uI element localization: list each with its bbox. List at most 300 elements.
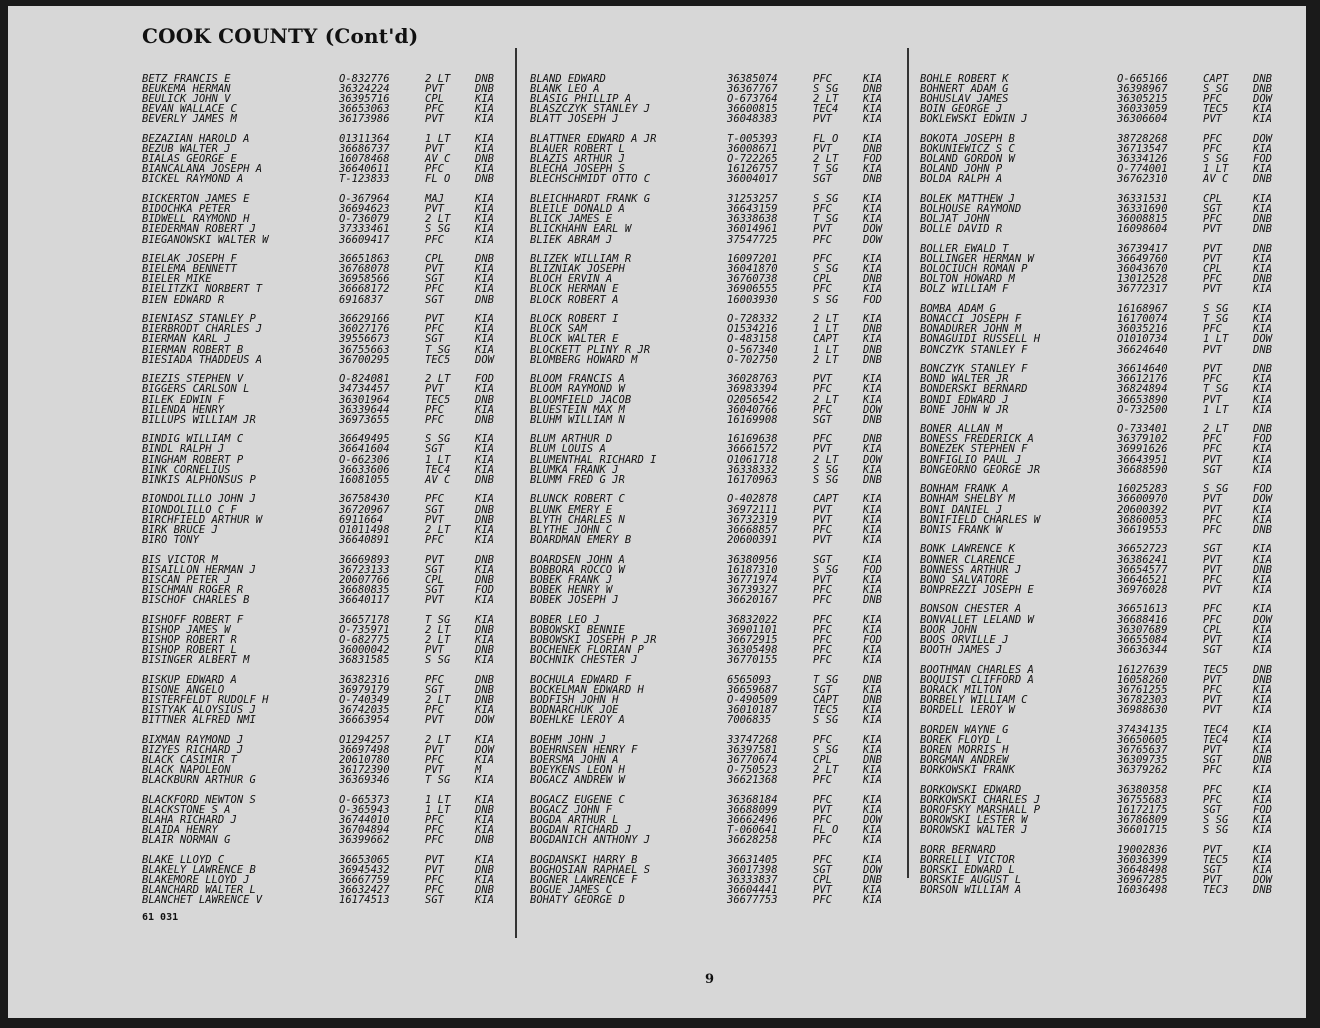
serial-number: 16170074: [1117, 313, 1168, 326]
status: DOW: [863, 863, 882, 876]
name: BINKIS ALPHONSUS P: [142, 473, 256, 486]
status: KIA: [863, 253, 882, 266]
status: DNB: [863, 753, 882, 766]
status: DNB: [1253, 83, 1272, 96]
serial-number: 36640891: [339, 533, 390, 546]
status: KIA: [1253, 703, 1272, 716]
roster-entry: [530, 224, 900, 234]
roster-column-1: [142, 74, 512, 915]
status: KIA: [475, 523, 494, 536]
status: KIA: [863, 613, 882, 626]
serial-number: 36612176: [1117, 373, 1168, 386]
name: BLAND EDWARD: [530, 73, 606, 85]
status: DNB: [1253, 273, 1272, 286]
serial-number: 36043670: [1117, 263, 1168, 276]
rank: PVT: [425, 143, 444, 156]
rank: PFC: [1203, 323, 1222, 336]
serial-number: 16169638: [727, 433, 778, 446]
name: BLEILE DONALD A: [530, 203, 625, 216]
rank: PFC: [813, 283, 832, 296]
status: DNB: [475, 623, 494, 636]
rank: PFC: [1203, 373, 1222, 386]
roster-group: [142, 494, 512, 544]
serial-number: 39556673: [339, 333, 390, 346]
name: BIELITZKI NORBERT T: [142, 283, 263, 296]
rank: PFC: [425, 673, 444, 686]
name: BLUMM FRED G JR: [530, 473, 625, 486]
name: BIEN EDWARD R: [142, 293, 225, 306]
name: BOLLER EWALD T: [920, 243, 1009, 256]
name: BORKOWSKI CHARLES J: [920, 793, 1041, 806]
rank: T SG: [813, 673, 839, 686]
serial-number: 36661572: [727, 443, 778, 456]
name: BISHOP ROBERT R: [142, 633, 237, 646]
name: BLAHA RICHARD J: [142, 813, 237, 826]
serial-number: O-673764: [727, 93, 778, 106]
name: BIESIADA THADDEUS A: [142, 353, 263, 366]
roster-group: [530, 675, 900, 725]
rank: PVT: [425, 853, 444, 866]
name: BONO SALVATORE: [920, 573, 1009, 586]
status: DNB: [475, 884, 494, 897]
rank: 1 LT: [813, 323, 839, 336]
rank: 2 LT: [813, 393, 839, 406]
name: BILLUPS WILLIAM JR: [142, 413, 256, 426]
serial-number: 6565093: [727, 673, 772, 686]
status: KIA: [1253, 203, 1272, 216]
roster-page: [8, 6, 1306, 1018]
rank: T SG: [425, 343, 451, 356]
status: KIA: [1253, 853, 1272, 866]
name: BOBOWSKI JOSEPH P JR: [530, 633, 657, 646]
name: BEULICK JOHN V: [142, 93, 231, 106]
status: DOW: [1253, 333, 1272, 346]
rank: PFC: [1203, 603, 1222, 616]
name: BICKERTON JAMES E: [142, 193, 250, 206]
rank: CAPT: [813, 493, 839, 506]
serial-number: 36041870: [727, 263, 778, 276]
serial-number: 36713547: [1117, 143, 1168, 156]
status: KIA: [475, 753, 494, 766]
rank: PFC: [1203, 513, 1222, 526]
serial-number: 36640611: [339, 163, 390, 176]
status: KIA: [475, 453, 494, 466]
name: BONER ALLAN M: [920, 423, 1003, 436]
name: BLOCK ROBERT A: [530, 293, 619, 306]
status: KIA: [863, 93, 882, 106]
status: KIA: [475, 403, 494, 416]
status: KIA: [1253, 583, 1272, 596]
status: KIA: [1253, 263, 1272, 276]
status: KIA: [1253, 693, 1272, 706]
rank: PVT: [1203, 393, 1222, 406]
rank: PFC: [425, 323, 444, 336]
rank: AV C: [1203, 173, 1229, 186]
name: BONK LAWRENCE K: [920, 543, 1015, 556]
serial-number: O-483158: [727, 333, 778, 346]
status: KIA: [475, 733, 494, 746]
status: KIA: [475, 703, 494, 716]
roster-entry: [920, 765, 1292, 775]
roster-group: [920, 74, 1292, 124]
status: KIA: [1253, 573, 1272, 586]
name: BLYTHE JOHN C: [530, 523, 613, 536]
rank: T SG: [813, 163, 839, 176]
status: FOD: [863, 563, 882, 576]
status: DNB: [1253, 213, 1272, 226]
name: BIRK BRUCE J: [142, 523, 218, 536]
serial-number: 36967285: [1117, 874, 1168, 886]
rank: PFC: [813, 853, 832, 866]
name: BORBELY WILLIAM C: [920, 693, 1028, 706]
serial-number: 36008815: [1117, 213, 1168, 226]
roster-group: [142, 254, 512, 304]
status: DNB: [1253, 663, 1272, 676]
serial-number: 36033059: [1117, 103, 1168, 116]
serial-number: 16036498: [1117, 884, 1168, 897]
name: BOOS ORVILLE J: [920, 633, 1009, 646]
serial-number: O-774001: [1117, 163, 1168, 176]
name: BOGACZ JOHN F: [530, 803, 613, 816]
rank: PFC: [425, 703, 444, 716]
status: DNB: [863, 273, 882, 286]
status: KIA: [475, 263, 494, 276]
status: KIA: [863, 793, 882, 806]
status: KIA: [475, 463, 494, 476]
serial-number: O-665373: [339, 793, 390, 806]
serial-number: 16058260: [1117, 673, 1168, 686]
name: BONI DANIEL J: [920, 503, 1003, 516]
name: BOCHNIK CHESTER J: [530, 653, 638, 666]
serial-number: O-733401: [1117, 423, 1168, 436]
status: KIA: [1253, 323, 1272, 336]
roster-group: [920, 304, 1292, 354]
status: KIA: [863, 383, 882, 396]
name: BOOTH JAMES J: [920, 643, 1003, 656]
name: BOBEK HENRY W: [530, 583, 613, 596]
rank: PFC: [813, 633, 832, 646]
rank: SGT: [1203, 203, 1222, 216]
rank: 2 LT: [425, 733, 451, 746]
status: DNB: [475, 253, 494, 266]
roster-group: [530, 134, 900, 184]
status: KIA: [475, 443, 494, 456]
serial-number: O1294257: [339, 733, 390, 746]
roster-group: [920, 544, 1292, 594]
name: BLAKE LLOYD C: [142, 853, 225, 866]
serial-number: 36385074: [727, 73, 778, 85]
serial-number: O-367964: [339, 193, 390, 206]
status: KIA: [863, 583, 882, 596]
name: BISHOFF ROBERT F: [142, 613, 244, 626]
status: KIA: [1253, 403, 1272, 416]
name: BEVERLY JAMES M: [142, 113, 237, 126]
rank: PVT: [425, 763, 444, 776]
rank: SGT: [813, 173, 832, 186]
rank: 2 LT: [425, 693, 451, 706]
serial-number: 36600970: [1117, 493, 1168, 506]
status: DNB: [1253, 343, 1272, 356]
rank: PVT: [1203, 283, 1222, 296]
name: BOGDAN RICHARD J: [530, 824, 632, 837]
rank: S SG: [813, 293, 839, 306]
status: KIA: [475, 563, 494, 576]
roster-entry: [920, 525, 1292, 535]
serial-number: 36633606: [339, 463, 390, 476]
status: KIA: [863, 653, 882, 666]
name: BOKUNIEWICZ S C: [920, 143, 1015, 156]
status: KIA: [863, 203, 882, 216]
roster-group: [142, 735, 512, 785]
rank: 1 LT: [425, 133, 451, 146]
status: KIA: [1253, 733, 1272, 746]
name: BLOOMFIELD JACOB: [530, 393, 632, 406]
rank: PVT: [1203, 553, 1222, 566]
name: BONDI EDWARD J: [920, 393, 1009, 406]
name: BIXMAN RAYMOND J: [142, 733, 244, 746]
status: KIA: [475, 93, 494, 106]
rank: PFC: [813, 733, 832, 746]
roster-entry: [920, 114, 1292, 124]
roster-entry: [920, 345, 1292, 355]
rank: PFC: [1203, 683, 1222, 696]
name: BONFIGLIO PAUL J: [920, 453, 1022, 466]
serial-number: 36628258: [727, 834, 778, 847]
name: BIDWELL RAYMOND H: [142, 213, 250, 226]
rank: PVT: [1203, 583, 1222, 596]
name: BOHNERT ADAM G: [920, 83, 1009, 96]
status: KIA: [863, 113, 882, 126]
serial-number: 36333837: [727, 874, 778, 886]
serial-number: 16170963: [727, 473, 778, 486]
rank: PFC: [813, 894, 832, 907]
roster-group: [142, 434, 512, 484]
name: BLUNK EMERY E: [530, 503, 613, 516]
rank: SGT: [425, 333, 444, 346]
rank: PVT: [1203, 503, 1222, 516]
rank: PFC: [1203, 433, 1222, 446]
serial-number: 36649495: [339, 433, 390, 446]
status: DNB: [863, 593, 882, 606]
rank: TEC4: [1203, 723, 1229, 736]
rank: PVT: [813, 373, 832, 386]
status: KIA: [1253, 163, 1272, 176]
rank: PVT: [1203, 843, 1222, 856]
serial-number: 36305215: [1117, 93, 1168, 106]
name: BIGGERS CARLSON L: [142, 383, 250, 396]
rank: PFC: [1203, 133, 1222, 146]
status: DNB: [863, 173, 882, 186]
status: DNB: [475, 643, 494, 656]
status: KIA: [863, 894, 882, 907]
roster-group: [920, 785, 1292, 835]
serial-number: 36331531: [1117, 193, 1168, 206]
rank: S SG: [1203, 483, 1229, 496]
rank: FL O: [813, 133, 839, 146]
name: BOKLEWSKI EDWIN J: [920, 113, 1028, 126]
serial-number: 36643951: [1117, 453, 1168, 466]
serial-number: T-060641: [727, 824, 778, 837]
name: BOBEK JOSEPH J: [530, 593, 619, 606]
name: BISHOP ROBERT L: [142, 643, 237, 656]
rank: PFC: [813, 653, 832, 666]
serial-number: 36694623: [339, 203, 390, 216]
status: KIA: [863, 803, 882, 816]
roster-group: [530, 254, 900, 304]
rank: S SG: [813, 743, 839, 756]
status: KIA: [1253, 824, 1272, 837]
serial-number: O-736079: [339, 213, 390, 226]
serial-number: 36677753: [727, 894, 778, 907]
serial-number: 33747268: [727, 733, 778, 746]
rank: TEC3: [1203, 884, 1229, 897]
name: BOEHLKE LEROY A: [530, 714, 625, 726]
rank: S SG: [813, 263, 839, 276]
rank: 1 LT: [425, 803, 451, 816]
serial-number: 36704894: [339, 824, 390, 837]
serial-number: 36824894: [1117, 383, 1168, 396]
roster-entry: [142, 775, 512, 785]
name: BIANCALANA JOSEPH A: [142, 163, 263, 176]
serial-number: 36654577: [1117, 563, 1168, 576]
name: BODFISH JOHN H: [530, 693, 619, 706]
serial-number: 36008671: [727, 143, 778, 156]
status: DNB: [863, 143, 882, 156]
status: KIA: [475, 273, 494, 286]
roster-group: [920, 725, 1292, 775]
roster-entry: [142, 715, 512, 725]
name: BLUESTEIN MAX M: [530, 403, 625, 416]
status: KIA: [863, 683, 882, 696]
rank: SGT: [813, 413, 832, 426]
status: KIA: [1253, 373, 1272, 386]
name: BOBER LEO J: [530, 613, 600, 626]
roster-group: [920, 194, 1292, 234]
serial-number: 36760738: [727, 273, 778, 286]
status: KIA: [475, 793, 494, 806]
rank: PVT: [1203, 673, 1222, 686]
rank: CPL: [425, 573, 444, 586]
serial-number: 36397581: [727, 743, 778, 756]
serial-number: 16081055: [339, 473, 390, 486]
roster-entry: [530, 384, 900, 394]
status: DNB: [1253, 563, 1272, 576]
name: BLAUER ROBERT L: [530, 143, 625, 156]
name: BOKOTA JOSEPH B: [920, 133, 1015, 146]
rank: S SG: [1203, 813, 1229, 826]
roster-entry: [142, 235, 512, 245]
serial-number: 36662496: [727, 813, 778, 826]
serial-number: 36972111: [727, 503, 778, 516]
serial-number: O-740349: [339, 693, 390, 706]
rank: PFC: [813, 233, 832, 246]
status: KIA: [1253, 553, 1272, 566]
status: KIA: [475, 824, 494, 837]
serial-number: 36367767: [727, 83, 778, 96]
rank: 1 LT: [813, 343, 839, 356]
rank: SGT: [1203, 643, 1222, 656]
rank: SGT: [425, 894, 444, 907]
name: BOARDMAN EMERY B: [530, 533, 632, 546]
name: BITTNER ALFRED NMI: [142, 714, 256, 726]
roster-entry: [142, 295, 512, 305]
column-divider: [515, 48, 517, 938]
rank: SGT: [425, 503, 444, 516]
status: KIA: [1253, 443, 1272, 456]
serial-number: 36772317: [1117, 283, 1168, 296]
name: BOGDANICH ANTHONY J: [530, 834, 651, 847]
serial-number: 16174513: [339, 894, 390, 907]
status: FOD: [1253, 433, 1272, 446]
serial-number: 36173986: [339, 113, 390, 126]
name: BLAIR NORMAN G: [142, 834, 231, 847]
rank: AV C: [425, 473, 451, 486]
roster-entry: [530, 895, 900, 905]
rank: PFC: [1203, 763, 1222, 776]
serial-number: 36739327: [727, 583, 778, 596]
serial-number: 36004017: [727, 173, 778, 186]
name: BOERSMA JOHN A: [530, 753, 619, 766]
name: BIEDERMAN ROBERT J: [142, 223, 256, 236]
roster-entry: [530, 775, 900, 785]
serial-number: O1011498: [339, 523, 390, 536]
roster-column-2: [530, 74, 900, 915]
name: BONIFIELD CHARLES W: [920, 513, 1041, 526]
rank: PVT: [813, 884, 832, 897]
status: DNB: [1253, 673, 1272, 686]
name: BONDERSKI BERNARD: [920, 383, 1028, 396]
serial-number: 36614640: [1117, 363, 1168, 376]
serial-number: 38728268: [1117, 133, 1168, 146]
name: BONSON CHESTER A: [920, 603, 1022, 616]
status: DNB: [863, 693, 882, 706]
name: BEVAN WALLACE C: [142, 103, 237, 116]
status: DOW: [1253, 133, 1272, 146]
roster-group: [142, 855, 512, 905]
name: BORR BERNARD: [920, 843, 996, 856]
name: BISAILLON HERMAN J: [142, 563, 256, 576]
rank: S SG: [813, 563, 839, 576]
roster-group: [530, 434, 900, 484]
name: BLIZEK WILLIAM R: [530, 253, 632, 266]
rank: 2 LT: [425, 633, 451, 646]
rank: PFC: [425, 533, 444, 546]
name: BONESS FREDERICK A: [920, 433, 1034, 446]
serial-number: 36028763: [727, 373, 778, 386]
status: KIA: [863, 283, 882, 296]
serial-number: 16168967: [1117, 303, 1168, 316]
name: BOOTHMAN CHARLES A: [920, 663, 1034, 676]
status: DNB: [475, 153, 494, 166]
serial-number: 16169908: [727, 413, 778, 426]
serial-number: 36667759: [339, 874, 390, 886]
status: KIA: [475, 493, 494, 506]
serial-number: 36382316: [339, 673, 390, 686]
name: BINGHAM ROBERT P: [142, 453, 244, 466]
status: KIA: [1253, 503, 1272, 516]
status: DNB: [475, 683, 494, 696]
status: M: [475, 763, 482, 776]
rank: PFC: [813, 834, 832, 847]
serial-number: O1010734: [1117, 333, 1168, 346]
serial-number: 36652723: [1117, 543, 1168, 556]
rank: PVT: [813, 503, 832, 516]
rank: PFC: [813, 593, 832, 606]
serial-number: O-722265: [727, 153, 778, 166]
serial-number: 36761255: [1117, 683, 1168, 696]
rank: 2 LT: [425, 213, 451, 226]
serial-number: 36651613: [1117, 603, 1168, 616]
